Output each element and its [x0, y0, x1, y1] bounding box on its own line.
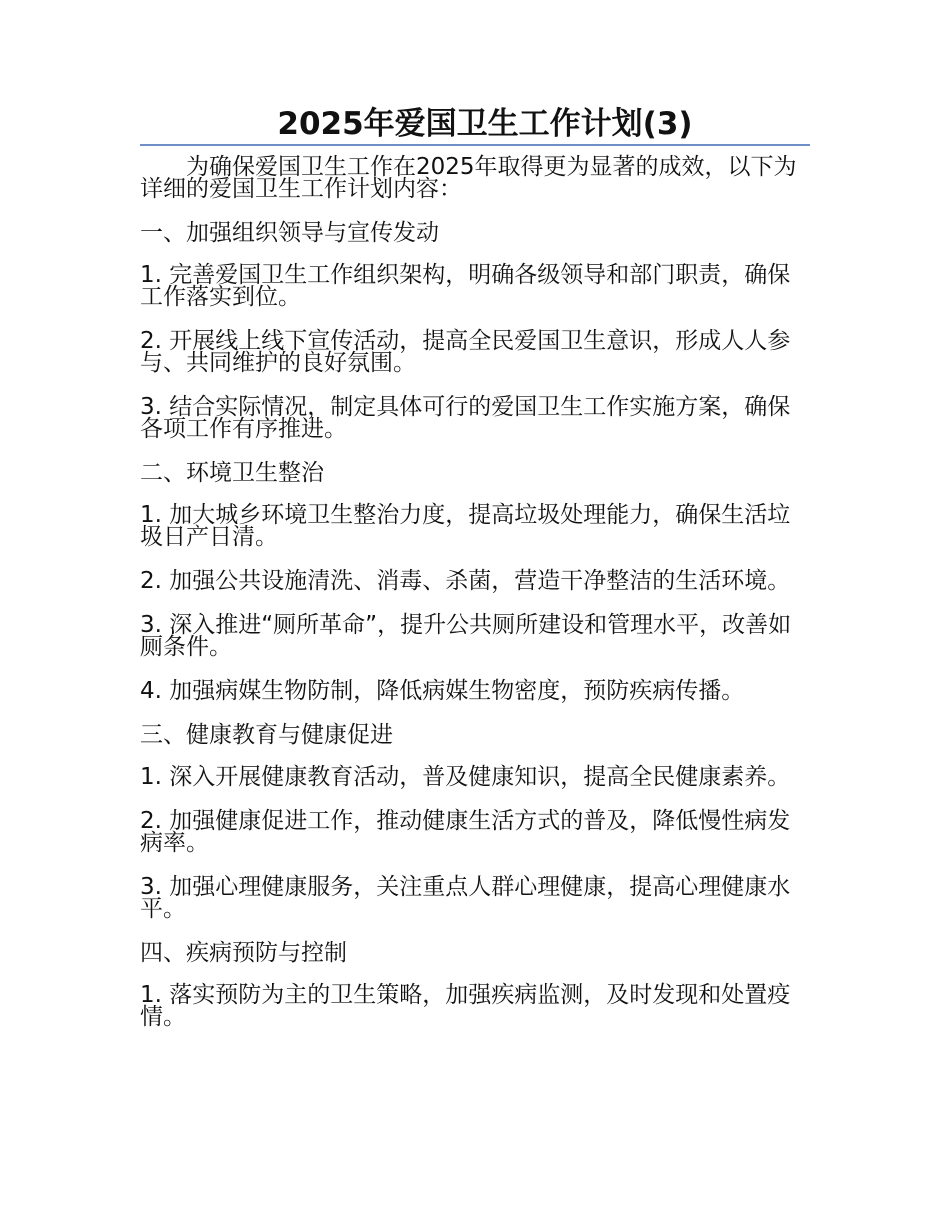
list-item: 2. 加强公共设施清洗、消毒、杀菌，营造干净整洁的生活环境。 [140, 568, 791, 594]
section-heading-3: 三、健康教育与健康促进 [140, 722, 393, 748]
list-item: 2. 开展线上线下宣传活动，提高全民爱国卫生意识，形成人人参与、共同维护的良好氛围。 [140, 328, 791, 376]
list-item: 2. 加强健康促进工作，推动健康生活方式的普及，降低慢性病发病率。 [140, 808, 791, 856]
list-item: 3. 深入推进“厕所革命”，提升公共厕所建设和管理水平，改善如厕条件。 [140, 612, 792, 660]
document-body [140, 104, 810, 1050]
list-item: 1. 加大城乡环境卫生整治力度，提高垃圾处理能力，确保生活垃圾日产日清。 [140, 502, 791, 550]
list-item: 3. 结合实际情况，制定具体可行的爱国卫生工作实施方案，确保各项工作有序推进。 [140, 394, 791, 442]
intro-paragraph: 为确保爱国卫生工作在2025年取得更为显著的成效，以下为详细的爱国卫生工作计划内容： [140, 154, 797, 202]
list-item: 1. 落实预防为主的卫生策略，加强疾病监测，及时发现和处置疫情。 [140, 982, 791, 1030]
list-item: 1. 完善爱国卫生工作组织架构，明确各级领导和部门职责，确保工作落实到位。 [140, 262, 791, 310]
section-heading-1: 一、加强组织领导与宣传发动 [140, 220, 439, 246]
section-heading-4: 四、疾病预防与控制 [140, 940, 347, 966]
document-title: 2025年爱国卫生工作计划(3) [277, 106, 693, 142]
list-item: 1. 深入开展健康教育活动，普及健康知识，提高全民健康素养。 [140, 764, 791, 790]
section-heading-2: 二、环境卫生整治 [140, 460, 324, 486]
title-underline [140, 144, 810, 146]
list-item: 3. 加强心理健康服务，关注重点人群心理健康，提高心理健康水平。 [140, 874, 791, 922]
list-item: 4. 加强病媒生物防制，降低病媒生物密度，预防疾病传播。 [140, 678, 745, 704]
